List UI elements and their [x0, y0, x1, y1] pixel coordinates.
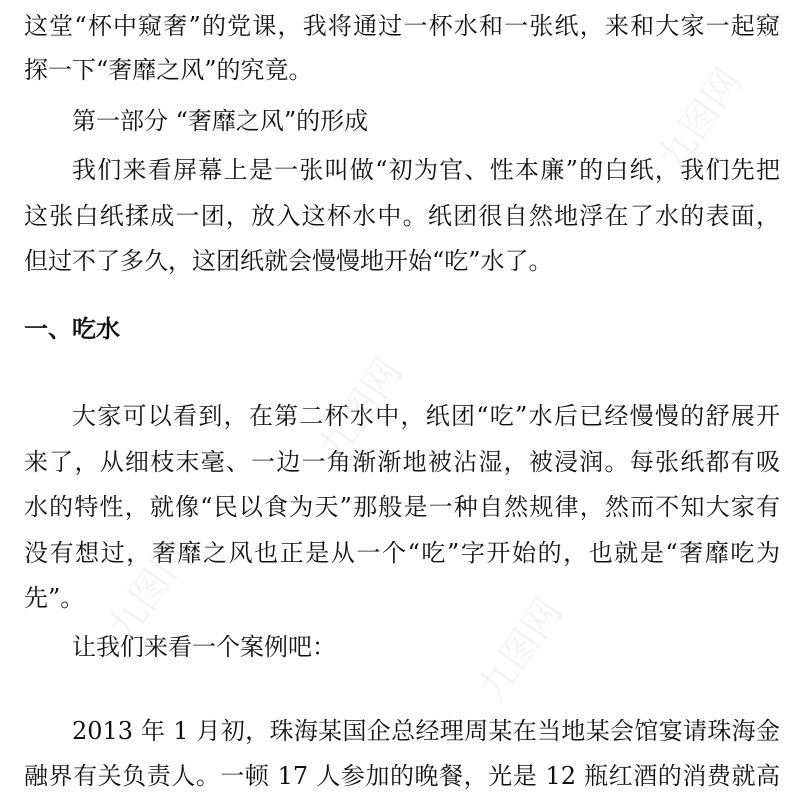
- watermark: 九图网: [649, 60, 751, 179]
- body-text-line: 探一下“奢靡之风”的究竟。: [24, 56, 313, 84]
- watermark: 九图网: [309, 350, 411, 469]
- body-text-line: 没有想过，奢靡之风也正是从一个“吃”字开始的，也就是“奢靡吃为: [24, 539, 780, 567]
- body-text-line: 先”。: [24, 584, 85, 612]
- body-text-line: 2013 年 1 月初，珠海某国企总经理周某在当地某会馆宴请珠海金: [72, 717, 780, 745]
- body-text-line: 我们来看屏幕上是一张叫做“初为官、性本廉”的白纸，我们先把: [72, 156, 780, 184]
- part-title: 第一部分 “奢靡之风”的形成: [72, 107, 369, 135]
- body-text-line: 但过不了多久，这团纸就会慢慢地开始“吃”水了。: [24, 247, 553, 275]
- watermark: 九图网: [99, 530, 201, 649]
- body-text-line: 这张白纸揉成一团，放入这杯水中。纸团很自然地浮在了水的表面，: [24, 202, 780, 230]
- body-text-line: 让我们来看一个案例吧：: [72, 633, 336, 661]
- body-text-line: 大家可以看到，在第二杯水中，纸团“吃”水后已经慢慢的舒展开: [72, 402, 780, 430]
- body-text-line: 这堂“杯中窥奢”的党课，我将通过一杯水和一张纸，来和大家一起窥: [24, 12, 780, 40]
- body-text-line: 水的特性，就像“民以食为天”那般是一种自然规律，然而不知大家有: [24, 493, 780, 521]
- body-text-line: 融界有关负责人。一顿 17 人参加的晚餐，光是 12 瓶红酒的消费就高: [24, 762, 780, 790]
- body-text-line: 来了，从细枝末毫、一边一角渐渐地被沾湿，被浸润。每张纸都有吸: [24, 448, 780, 476]
- watermark: 九图网: [469, 590, 571, 709]
- section-heading: 一、吃水: [24, 315, 120, 343]
